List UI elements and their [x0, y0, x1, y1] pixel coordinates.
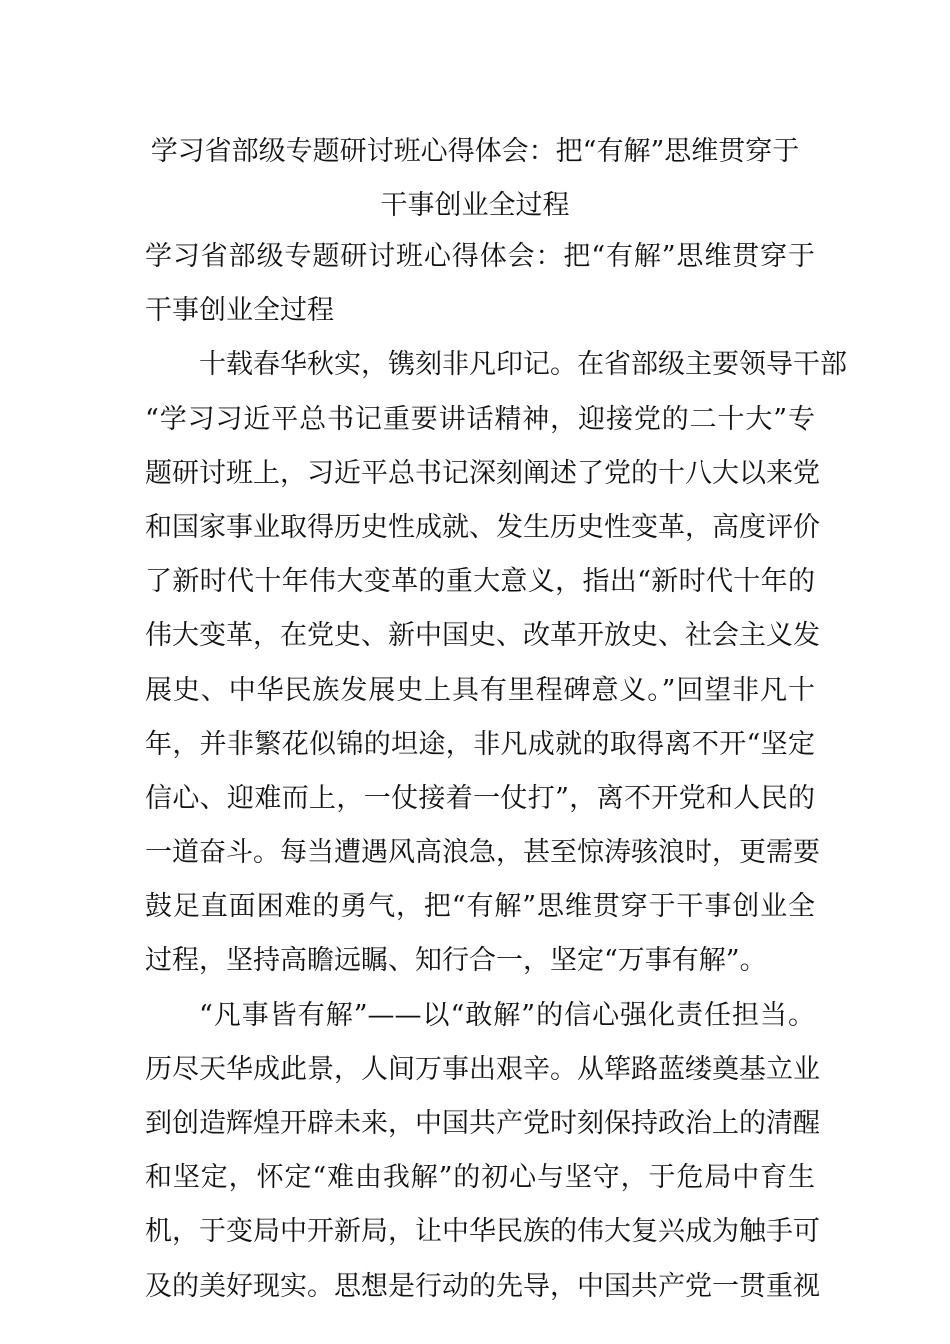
text-line: “凡事皆有解”——以“敢解”的信心强化责任担当。: [199, 999, 815, 1031]
text-line: 伟大变革，在党史、新中国史、改革开放史、社会主义发: [145, 620, 820, 652]
text-line: 信心、迎难而上，一仗接着一仗打”，离不开党和人民的: [145, 782, 815, 814]
title-line: 干事创业全过程: [380, 190, 570, 221]
text-line: 十载春华秋实，镌刻非凡印记。在省部级主要领导干部: [199, 349, 847, 381]
text-line: 机，于变局中开新局，让中华民族的伟大复兴成为触手可: [145, 1216, 820, 1248]
text-line: 历尽天华成此景，人间万事出艰辛。从筚路蓝缕奠基立业: [145, 1053, 820, 1085]
document-body: [145, 230, 847, 1314]
text-line: 了新时代十年伟大变革的重大意义，指出“新时代十年的: [145, 566, 815, 598]
text-line: 学习省部级专题研讨班心得体会：把“有解”思维贯穿于: [145, 241, 815, 272]
document-title: [120, 125, 830, 233]
text-line: 展史、中华民族发展史上具有里程碑意义。”回望非凡十: [145, 674, 815, 706]
text-line: 题研讨班上，习近平总书记深刻阐述了党的十八大以来党: [145, 457, 820, 489]
text-line: 到创造辉煌开辟未来，中国共产党时刻保持政治上的清醒: [145, 1108, 820, 1139]
title-line: 学习省部级专题研讨班心得体会：把“有解”思维贯穿于: [150, 136, 800, 167]
text-line: 和坚定，怀定“难由我解”的初心与坚守，于危局中育生: [145, 1162, 815, 1194]
text-line: 及的美好现实。思想是行动的先导，中国共产党一贯重视: [145, 1270, 820, 1302]
text-line: 干事创业全过程: [145, 295, 334, 327]
text-line: 鼓足直面困难的勇气，把“有解”思维贯穿于干事创业全: [145, 891, 815, 923]
text-line: “学习习近平总书记重要讲话精神，迎接党的二十大”专: [145, 403, 815, 435]
text-line: 年，并非繁花似锦的坦途，非凡成就的取得离不开“坚定: [145, 728, 815, 760]
text-line: 一道奋斗。每当遭遇风高浪急，甚至惊涛骇浪时，更需要: [145, 837, 820, 869]
text-line: 过程，坚持高瞻远瞩、知行合一，坚定“万事有解”。: [145, 945, 767, 977]
text-line: 和国家事业取得历史性成就、发生历史性变革，高度评价: [145, 511, 820, 543]
